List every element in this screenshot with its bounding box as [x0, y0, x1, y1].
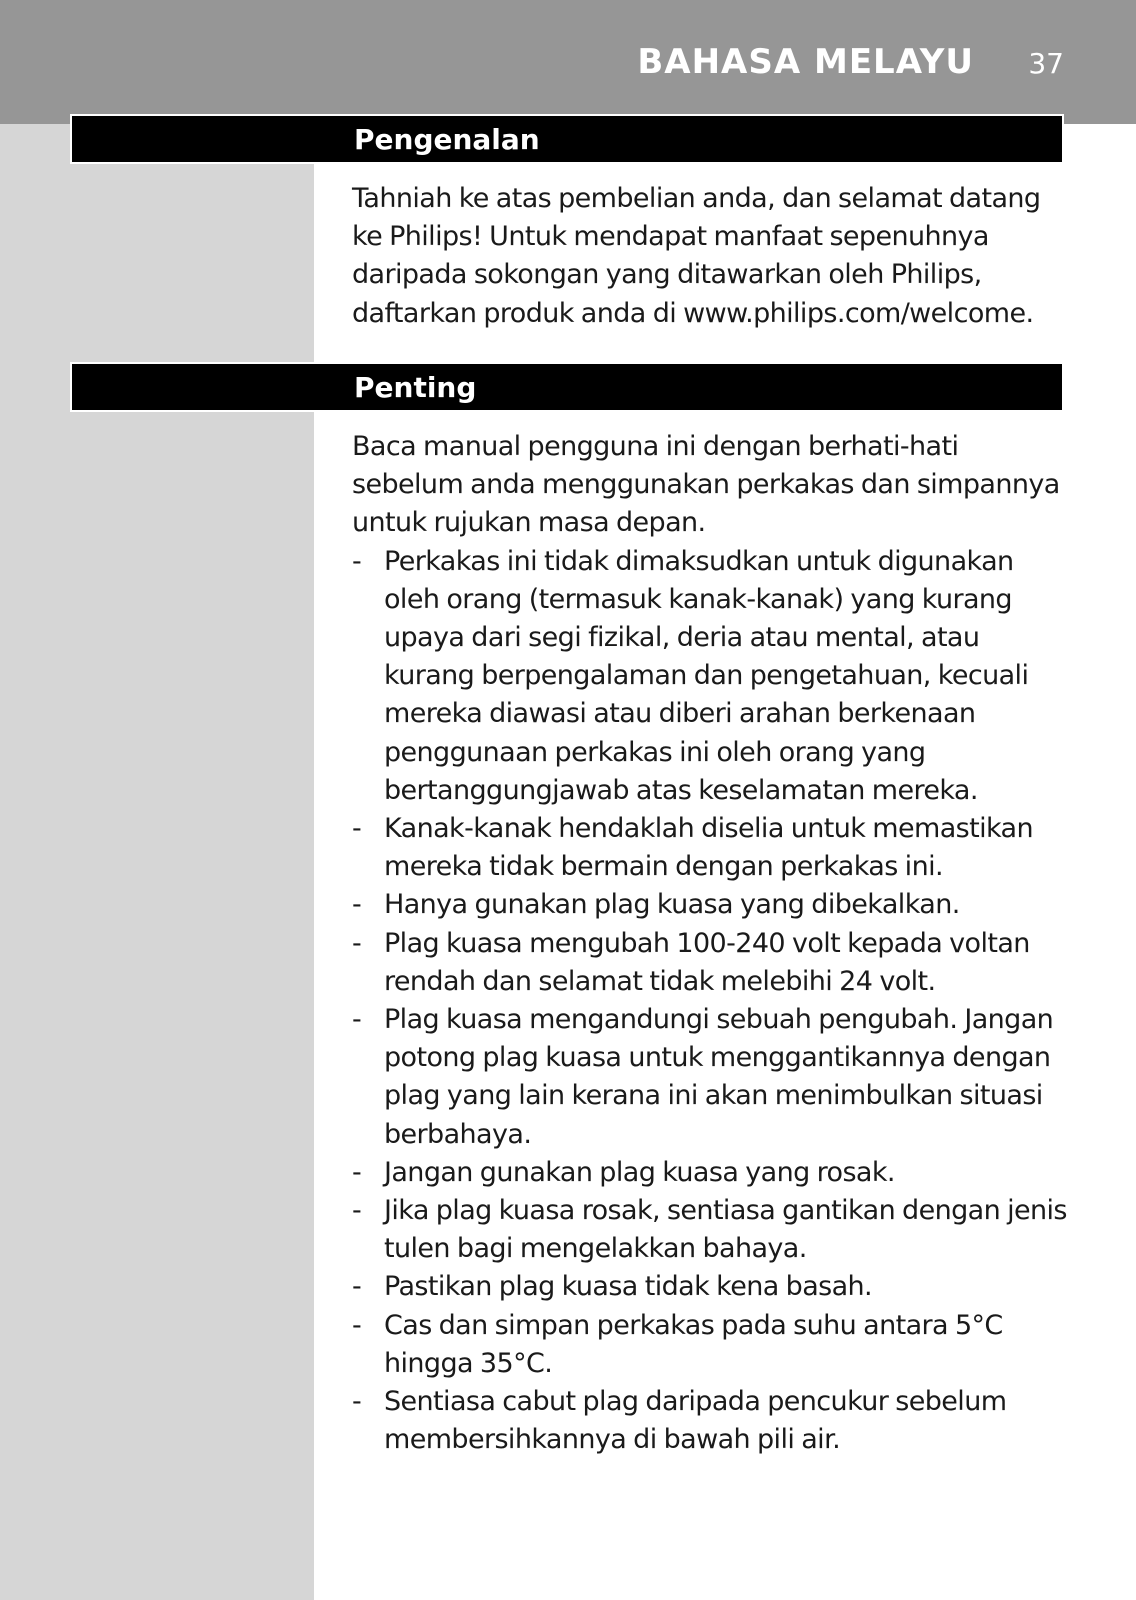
section-header-pengenalan [70, 114, 1064, 164]
list-item [352, 1192, 1072, 1268]
page-header-title: BAHASA MELAYU [637, 42, 974, 82]
list-item-text: Pastikan plag kuasa tidak kena basah. [384, 1271, 873, 1303]
list-item-text: Sentiasa cabut plag daripada pencukur sebelum membersihkannya di bawah pili air. [384, 1386, 1007, 1456]
list-item [352, 1001, 1072, 1154]
intro-content [352, 180, 1072, 333]
safety-list [352, 543, 1072, 1460]
section-title: Penting [354, 371, 477, 404]
bullet-dash: - [352, 1271, 362, 1303]
bullet-dash: - [352, 889, 362, 921]
bullet-dash: - [352, 1309, 362, 1341]
bullet-dash: - [352, 1004, 362, 1036]
bullet-dash: - [352, 1386, 362, 1418]
bullet-dash: - [352, 1195, 362, 1227]
list-item-text: Plag kuasa mengandungi sebuah pengubah. Jangan potong plag kuasa untuk menggantikannya dengan plag yang lain kerana ini akan menimbulkan situasi berbahaya. [384, 1004, 1054, 1150]
list-item-text: Jangan gunakan plag kuasa yang rosak. [384, 1156, 895, 1188]
list-item-text: Plag kuasa mengubah 100-240 volt kepada voltan rendah dan selamat tidak melebihi 24 volt. [384, 927, 1030, 997]
list-item [352, 925, 1072, 1001]
bullet-dash: - [352, 1156, 362, 1188]
bullet-dash: - [352, 545, 362, 577]
section-header-penting [70, 362, 1064, 412]
penting-content [352, 428, 1072, 1459]
bullet-dash: - [352, 813, 362, 845]
list-item-text: Hanya gunakan plag kuasa yang dibekalkan. [384, 889, 960, 921]
intro-paragraph: Tahniah ke atas pembelian anda, dan selamat datang ke Philips! Untuk mendapat manfaat sepenuhnya daripada sokongan yang ditawarkan oleh Philips, daftarkan produk anda di www.philips.com/welcome. [352, 183, 1041, 329]
list-item-text: Perkakas ini tidak dimaksudkan untuk digunakan oleh orang (termasuk kanak-kanak) yang kurang upaya dari segi fizikal, deria atau mental, atau kurang berpengalaman dan pengetahuan, kecuali mereka diawasi atau diberi arahan berkenaan penggunaan perkakas ini oleh orang yang bertanggungjawab atas keselamatan mereka. [384, 545, 1029, 806]
section-title: Pengenalan [354, 123, 540, 156]
list-item [352, 1307, 1072, 1383]
left-margin-band [0, 124, 314, 1600]
penting-paragraph: Baca manual pengguna ini dengan berhati-hati sebelum anda menggunakan perkakas dan simpannya untuk rujukan masa depan. [352, 431, 1060, 539]
list-item-text: Cas dan simpan perkakas pada suhu antara 5°C hingga 35°C. [384, 1309, 1003, 1379]
page-number: 37 [1028, 47, 1064, 80]
list-item [352, 1268, 1072, 1306]
list-item-text: Jika plag kuasa rosak, sentiasa gantikan dengan jenis tulen bagi mengelakkan bahaya. [384, 1195, 1067, 1265]
list-item [352, 1383, 1072, 1459]
bullet-dash: - [352, 927, 362, 959]
list-item [352, 886, 1072, 924]
list-item [352, 810, 1072, 886]
list-item-text: Kanak-kanak hendaklah diselia untuk memastikan mereka tidak bermain dengan perkakas ini. [384, 813, 1034, 883]
list-item [352, 543, 1072, 810]
list-item [352, 1154, 1072, 1192]
